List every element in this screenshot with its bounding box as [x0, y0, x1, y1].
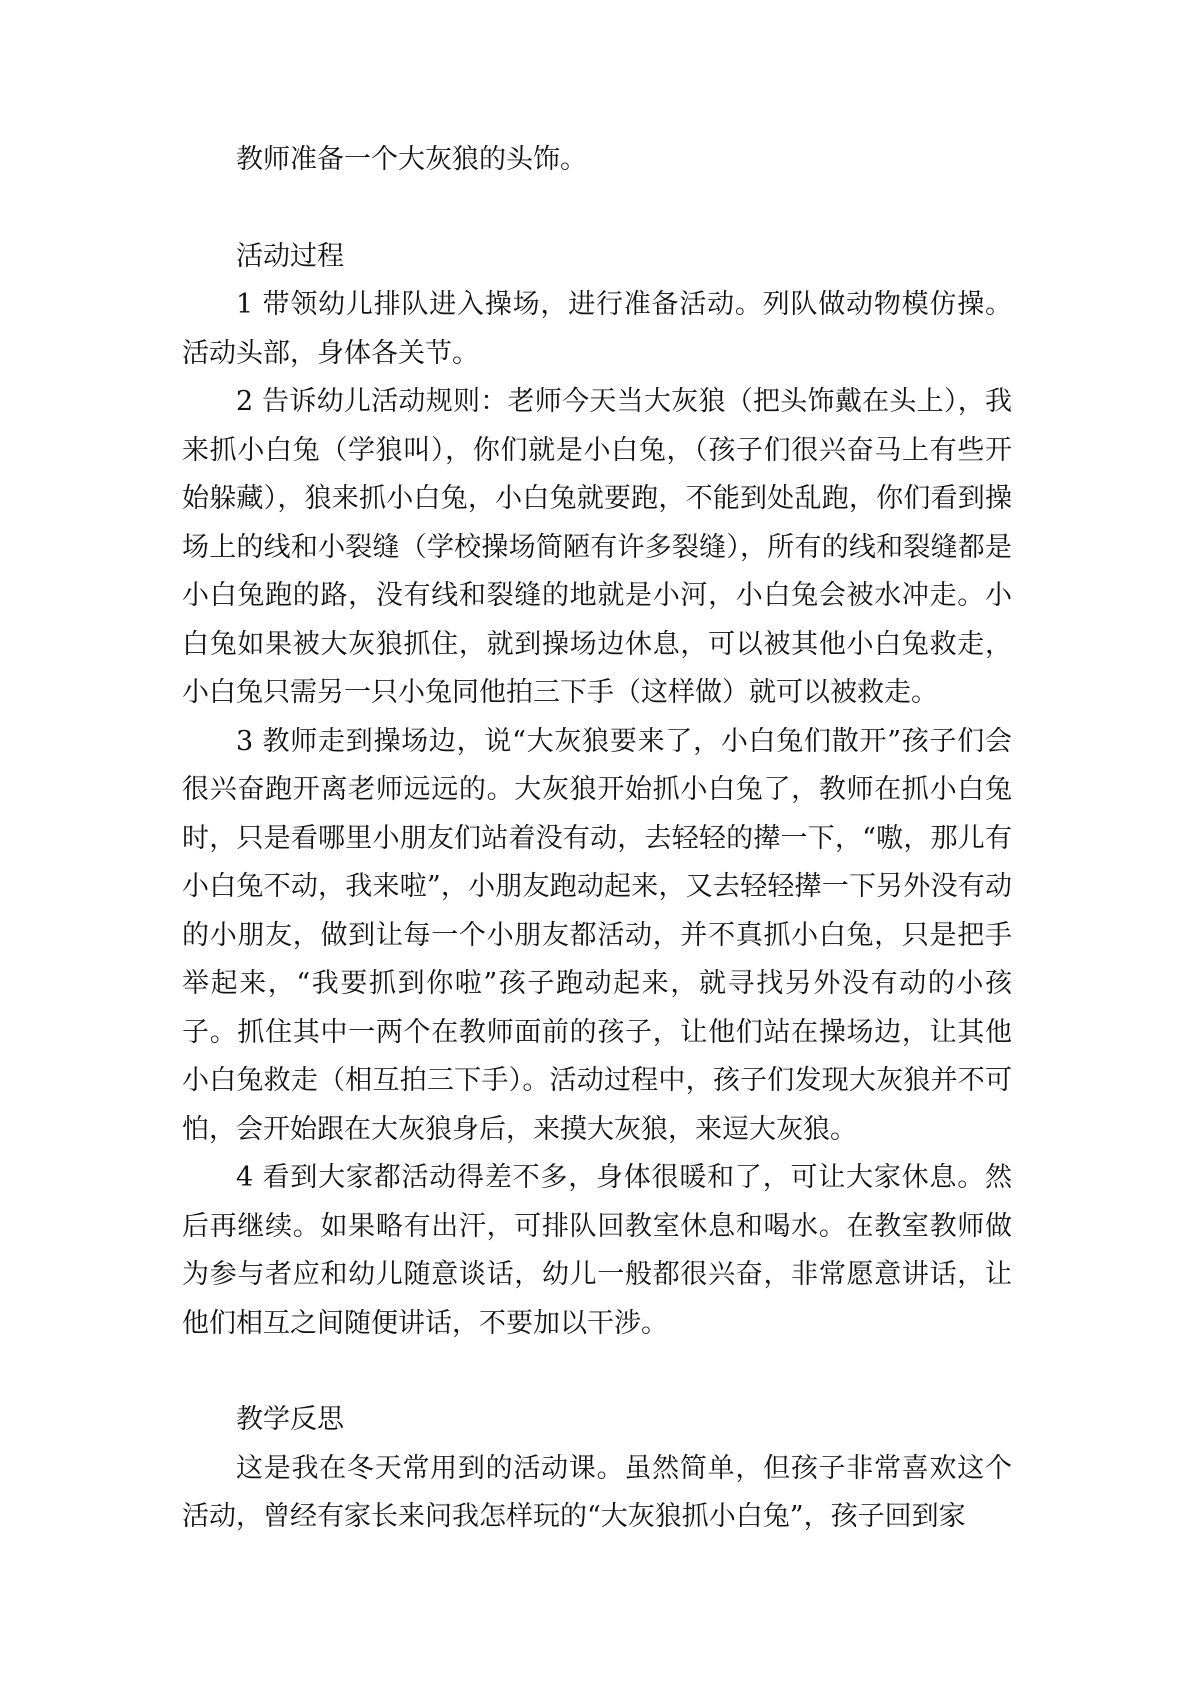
- paragraph-gap: [182, 185, 1012, 233]
- activity-process-heading: 活动过程: [236, 240, 344, 272]
- preparation-paragraph: 教师准备一个大灰狼的头饰。: [236, 144, 587, 175]
- teaching-reflection-heading: 教学反思: [236, 1404, 344, 1435]
- activity-step-4: 4 看到大家都活动得差不多，身体很暖和了，可让大家休息。然后再继续。如果略有出汗，可排队回教室休息和喝水。在教室教师做为参与者应和幼儿随意谈话，幼儿一般都很兴奋，非常愿意讲话，让他们相互之间随便讲话，不要加以干涉。: [182, 1162, 1012, 1339]
- activity-step-3: 3 教师走到操场边，说“大灰狼要来了，小白兔们散开”孩子们会很兴奋跑开离老师远远的。大灰狼开始抓小白兔了，教师在抓小白兔时，只是看哪里小朋友们站着没有动，去轻轻的撵一下，“嗷，那儿有小白兔不动，我来啦”，小朋友跑动起来，又去轻轻撵一下另外没有动的小朋友，做到让每一个小朋友都活动，并不真抓小白兔，只是把手举起来，“我要抓到你啦”孩子跑动起来，就寻找另外没有动的小孩子。抓住其中一两个在教师面前的孩子，让他们站在操场边，让其他小白兔救走（相互拍三下手）。活动过程中，孩子们发现大灰狼并不可怕，会开始跟在大灰狼身后，来摸大灰狼，来逗大灰狼。: [182, 725, 1012, 1145]
- teaching-reflection-paragraph: 这是我在冬天常用到的活动课。虽然简单，但孩子非常喜欢这个活动，曾经有家长来问我怎样玩的“大灰狼抓小白兔”，孩子回到家: [182, 1452, 1012, 1532]
- activity-step-1: 1 带领幼儿排队进入操场，进行准备活动。列队做动物模仿操。活动头部，身体各关节。: [182, 289, 1012, 369]
- paragraph-gap: [182, 1348, 1012, 1396]
- document-body: [182, 136, 1012, 1542]
- activity-step-2: 2 告诉幼儿活动规则：老师今天当大灰狼（把头饰戴在头上），我来抓小白兔（学狼叫），你们就是小白兔，（孩子们很兴奋马上有些开始躲藏），狼来抓小白兔，小白兔就要跑，不能到处乱跑，你们看到操场上的线和小裂缝（学校操场简陋有许多裂缝），所有的线和裂缝都是小白兔跑的路，没有线和裂缝的地就是小河，小白兔会被水冲走。小白兔如果被大灰狼抓住，就到操场边休息，可以被其他小白兔救走，小白兔只需另一只小兔同他拍三下手（这样做）就可以被救走。: [182, 386, 1012, 708]
